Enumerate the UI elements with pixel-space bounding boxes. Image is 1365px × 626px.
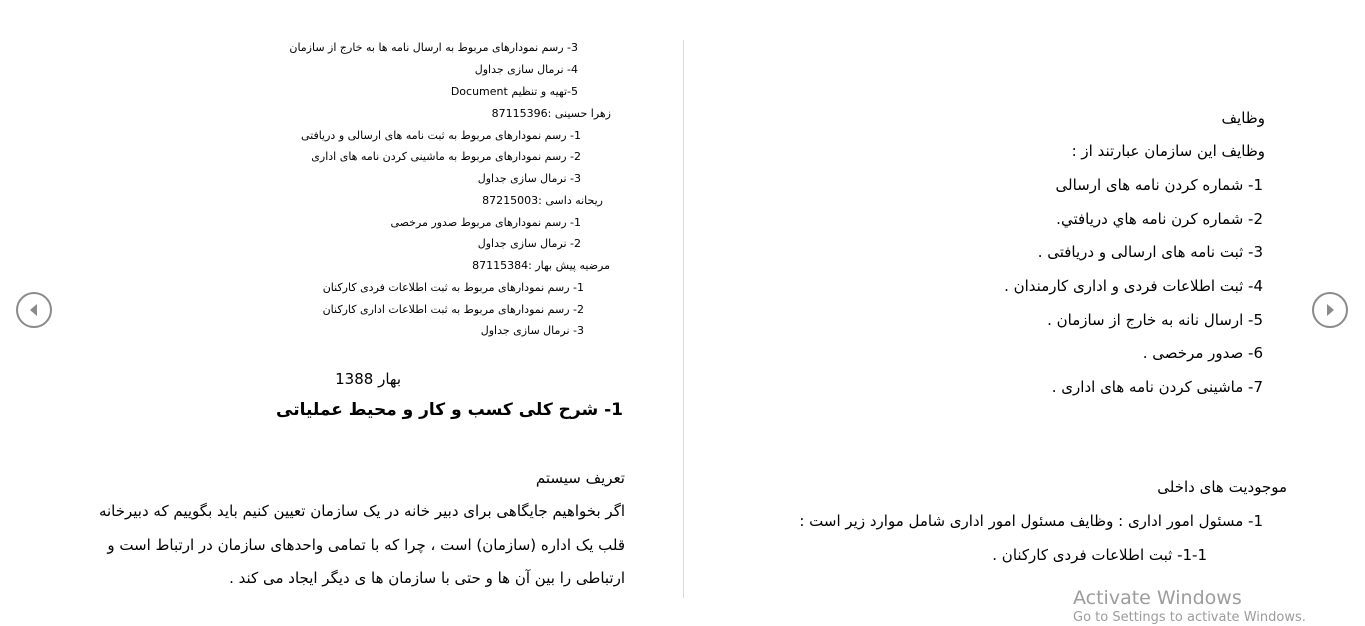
next-page-button[interactable] [1312,292,1348,328]
member-name: مرضیه پیش بهار :87115384 [472,259,610,272]
entity-item: 1- مسئول امور اداری : وظایف مسئول امور اداری شامل موارد زیر است : [799,512,1263,530]
duty-item: 5- ارسال نانه به خارج از سازمان . [1047,311,1263,329]
task-line: 2- رسم نمودارهای مربوط به ثبت اطلاعات اداری کارکنان [322,303,584,316]
internal-entities-title: موجودیت های داخلی [1157,478,1287,496]
task-line: 2- نرمال سازی جداول [477,237,581,250]
task-line: 1- رسم نمودارهای مربوط به ثبت نامه های ارسالی و دریافتی [300,129,581,142]
duty-item: 2- شماره کرن نامه هاي دريافتي. [1056,210,1263,228]
duty-item: 3- ثبت نامه های ارسالی و دریافتی . [1037,243,1263,261]
season-label: بهار 1388 [335,370,401,388]
paragraph-line: ارتباطی را بین آن ها و حتی با سازمان ها ی دیگر ایجاد می کند . [229,569,625,587]
member-name: ریحانه داسی :87215003 [482,194,603,207]
duties-intro: وظایف این سازمان عبارتند از : [1071,142,1265,160]
watermark-subtitle: Go to Settings to activate Windows. [1073,610,1306,625]
system-definition-title: تعریف سیستم [535,469,625,487]
task-line: 2- رسم نمودارهای مربوط به ماشینی کردن نامه های اداری [311,150,581,163]
task-line: 1- رسم نمودارهای مربوط به ثبت اطلاعات فردی کارکنان [322,281,584,294]
page-divider [683,40,684,598]
section-heading: 1- شرح کلی کسب و کار و محیط عملیاتی [276,400,623,420]
duty-item: 4- ثبت اطلاعات فردی و اداری کارمندان . [1004,277,1263,295]
chevron-left-icon [28,303,40,317]
entity-subitem: 1-1- ثبت اطلاعات فردی کارکنان . [992,546,1207,564]
activation-watermark [1073,586,1306,626]
task-line: 1- رسم نمودارهای مربوط صدور مرخصی [390,216,581,229]
duty-item: 7- ماشینی کردن نامه های اداری . [1051,378,1263,396]
task-line: 5-تهیه و تنظیم Document [450,85,578,98]
duties-title: وظایف [1221,109,1265,127]
task-line: 3- نرمال سازی جداول [477,172,581,185]
task-line: 3- رسم نمودارهای مربوط به ارسال نامه ها به خارج از سازمان [289,41,578,54]
member-name: زهرا حسینی :87115396 [491,107,611,120]
watermark-title: Activate Windows [1073,587,1242,609]
paragraph-line: اگر بخواهیم جایگاهی برای دبیر خانه در یک سازمان تعیین کنیم باید بگوییم که دبیرخانه [98,502,625,520]
chevron-right-icon [1324,303,1336,317]
task-line: 4- نرمال سازی جداول [474,63,578,76]
task-line: 3- نرمال سازی جداول [480,324,584,337]
paragraph-line: قلب یک اداره (سازمان) است ، چرا که با تمامی واحدهای سازمان در ارتباط است و [107,536,625,554]
duty-item: 6- صدور مرخصی . [1142,344,1263,362]
previous-page-button[interactable] [16,292,52,328]
duty-item: 1- شماره کردن نامه های ارسالی [1055,176,1263,194]
